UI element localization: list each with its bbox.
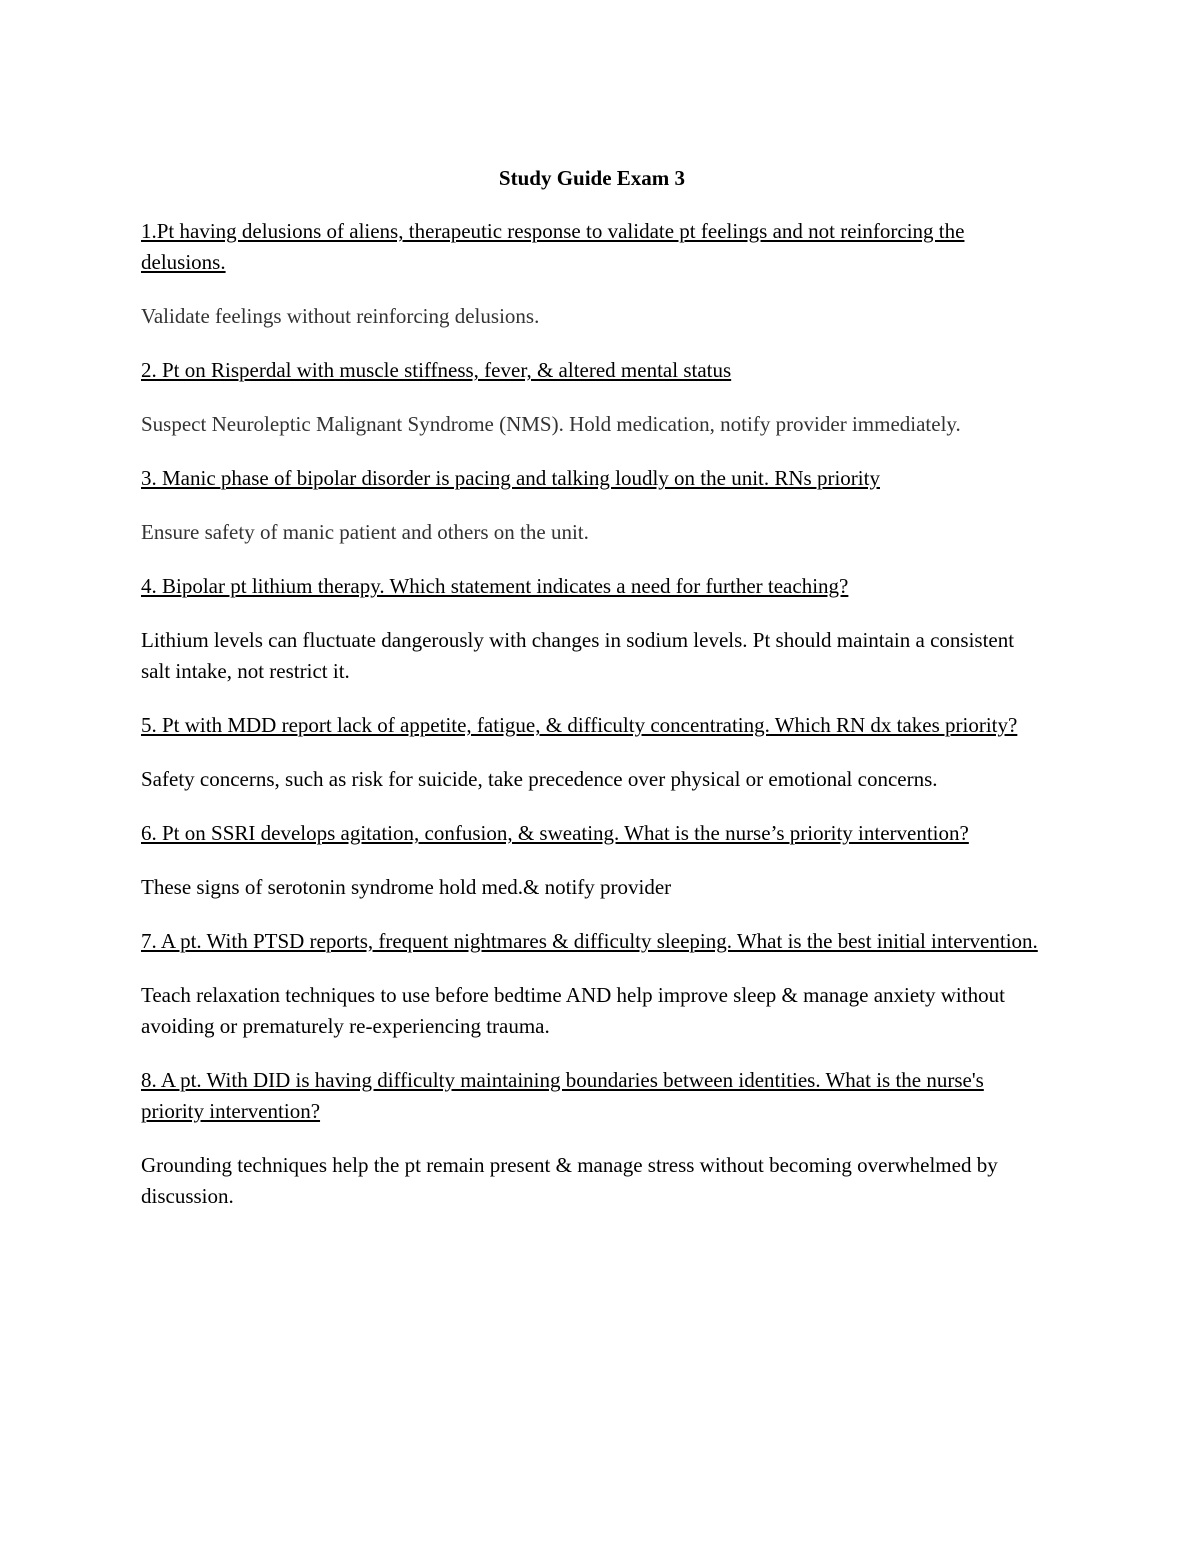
question-2: 2. Pt on Risperdal with muscle stiffness, fever, & altered mental status bbox=[141, 358, 732, 382]
question-1: 1.Pt having delusions of aliens, therapeutic response to validate pt feelings and not reinforcing the delusions. bbox=[141, 219, 965, 274]
question-6: 6. Pt on SSRI develops agitation, confusion, & sweating. What is the nurse’s priority intervention? bbox=[141, 821, 969, 845]
qa-item-5 bbox=[141, 710, 1041, 795]
qa-item-8 bbox=[141, 1065, 1041, 1212]
qa-item-4 bbox=[141, 571, 1041, 687]
answer-8: Grounding techniques help the pt remain present & manage stress without becoming overwhelmed by discussion. bbox=[141, 1153, 998, 1208]
answer-4: Lithium levels can fluctuate dangerously with changes in sodium levels. Pt should maintain a consistent salt intake, not restrict it. bbox=[141, 628, 1015, 683]
question-7: 7. A pt. With PTSD reports, frequent nightmares & difficulty sleeping. What is the best initial intervention. bbox=[141, 929, 1038, 953]
document-content bbox=[141, 163, 1041, 1235]
question-4: 4. Bipolar pt lithium therapy. Which statement indicates a need for further teaching? bbox=[141, 574, 849, 598]
answer-1: Validate feelings without reinforcing delusions. bbox=[141, 304, 540, 328]
answer-5: Safety concerns, such as risk for suicide, take precedence over physical or emotional concerns. bbox=[141, 767, 938, 791]
qa-item-1 bbox=[141, 216, 1041, 332]
answer-2: Suspect Neuroleptic Malignant Syndrome (NMS). Hold medication, notify provider immediately. bbox=[141, 412, 961, 436]
question-3: 3. Manic phase of bipolar disorder is pacing and talking loudly on the unit. RNs priority bbox=[141, 466, 880, 490]
question-8: 8. A pt. With DID is having difficulty maintaining boundaries between identities. What is the nurse's priority intervention? bbox=[141, 1068, 984, 1123]
answer-7: Teach relaxation techniques to use before bedtime AND help improve sleep & manage anxiety without avoiding or prematurely re-experiencing trauma. bbox=[141, 983, 1005, 1038]
question-5: 5. Pt with MDD report lack of appetite, fatigue, & difficulty concentrating. Which RN dx takes priority? bbox=[141, 713, 1018, 737]
qa-item-3 bbox=[141, 463, 1041, 548]
qa-item-2 bbox=[141, 355, 1041, 440]
qa-item-6 bbox=[141, 818, 1041, 903]
document-title: Study Guide Exam 3 bbox=[498, 166, 686, 190]
answer-3: Ensure safety of manic patient and others on the unit. bbox=[141, 520, 589, 544]
qa-item-7 bbox=[141, 926, 1041, 1042]
answer-6: These signs of serotonin syndrome hold med.& notify provider bbox=[141, 875, 672, 899]
